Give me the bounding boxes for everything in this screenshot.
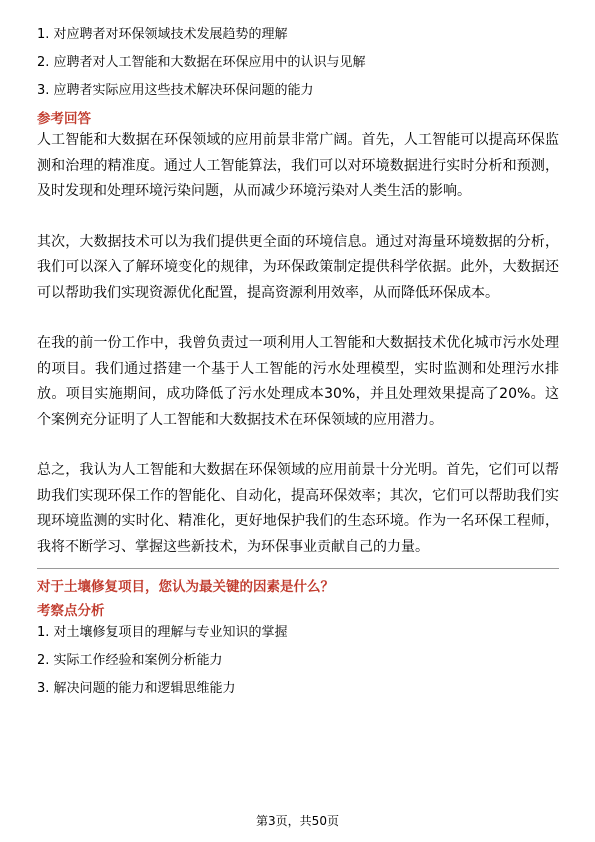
- answer-paragraph-3: 在我的前一份工作中，我曾负责过一项利用人工智能和大数据技术优化城市污水处理的项目。我们通过搭建一个基于人工智能的污水处理模型，实时监测和处理污水排放。项目实施期间，成功降低了污水处理成本30%，并且处理效果提高了20%。这个案例充分证明了人工智能和大数据技术在环保领域的应用潜力。: [37, 335, 559, 428]
- top-list-item-1: 1. 对应聘者对环保领域技术发展趋势的理解: [37, 27, 288, 42]
- paragraph-spacer: [37, 306, 559, 331]
- focus-list-item-1: 1. 对土壤修复项目的理解与专业知识的掌握: [37, 625, 288, 640]
- page-number-footer: 第3页，共50页: [256, 814, 339, 828]
- paragraph-spacer: [37, 205, 559, 230]
- focus-heading: 考察点分析: [37, 603, 105, 619]
- focus-list-item-2: 2. 实际工作经验和案例分析能力: [37, 653, 223, 668]
- top-list-item-3: 3. 应聘者实际应用这些技术解决环保问题的能力: [37, 83, 314, 98]
- answer-paragraph-1: 人工智能和大数据在环保领域的应用前景非常广阔。首先，人工智能可以提高环保监测和治理的精准度。通过人工智能算法，我们可以对环境数据进行实时分析和预测，及时发现和处理环境污染问题，从而减少环境污染对人类生活的影响。: [37, 132, 559, 199]
- paragraph-spacer: [37, 433, 559, 458]
- section-divider: [37, 568, 559, 569]
- focus-list: [37, 624, 559, 698]
- answer-heading: 参考回答: [37, 111, 91, 127]
- focus-list-item-3: 3. 解决问题的能力和逻辑思维能力: [37, 681, 236, 696]
- top-list-item-2: 2. 应聘者对人工智能和大数据在环保应用中的认识与见解: [37, 55, 366, 70]
- answer-paragraph-4: 总之，我认为人工智能和大数据在环保领域的应用前景十分光明。首先，它们可以帮助我们实现环保工作的智能化、自动化，提高环保效率；其次，它们可以帮助我们实现环境监测的实时化、精准化，更好地保护我们的生态环境。作为一名环保工程师，我将不断学习、掌握这些新技术，为环保事业贡献自己的力量。: [37, 462, 559, 555]
- document-page: [37, 26, 559, 708]
- top-list: [37, 26, 559, 100]
- next-question-title: 对于土壤修复项目，您认为最关键的因素是什么？: [37, 579, 334, 595]
- answer-paragraph-2: 其次，大数据技术可以为我们提供更全面的环境信息。通过对海量环境数据的分析，我们可以深入了解环境变化的规律，为环保政策制定提供科学依据。此外，大数据还可以帮助我们实现资源优化配置，提高资源利用效率，从而降低环保成本。: [37, 233, 559, 301]
